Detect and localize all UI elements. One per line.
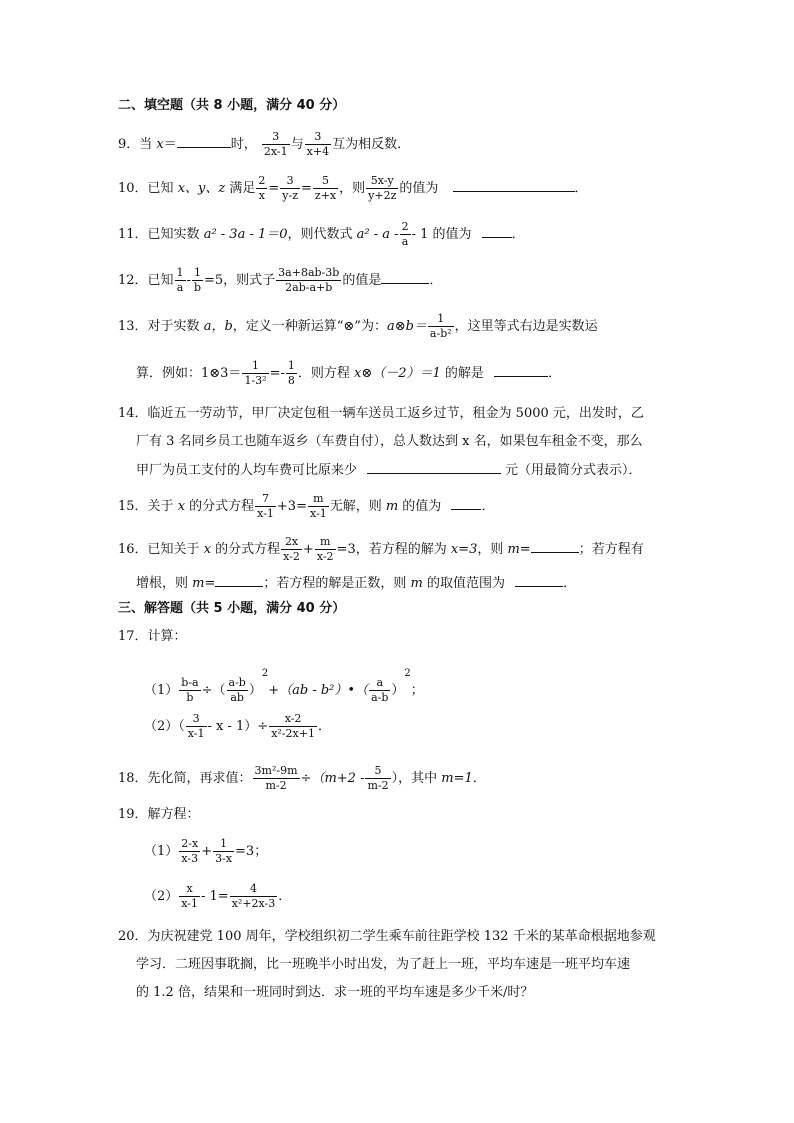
fraction: $\frac{4}{\text{x²+2x-3}}$ <box>231 882 276 910</box>
answer-blank <box>367 459 501 474</box>
fraction: $\frac{3}{y-z}$ <box>282 174 298 202</box>
answer-blank <box>177 133 231 148</box>
fraction: $\frac{1}{a}$ <box>176 266 184 294</box>
fraction: $\frac{\text{3m²-9m}}{m-2}$ <box>254 764 298 792</box>
fraction: $\frac{2}{a}$ <box>401 220 409 248</box>
question-17-part-1: （1） $\frac{b-a}{b}$ ÷（ $\frac{a-b}{ab}$ ）$^2$+（ab - b²）•（ $\frac{a}{a-b}$ ）$^2$； <box>144 668 424 704</box>
question-11: 11．已知实数 a² - 3a - 1＝0，则代数式 a² - a - $\frac{2}{a}$ - 1 的值为 ． <box>118 220 525 248</box>
fraction: $\frac{m}{x-1}$ <box>309 492 327 520</box>
answer-blank <box>453 177 575 192</box>
question-13-line-1: 13．对于实数 a，b，定义一种新运算“⊗”为：a⊗b＝ $\frac{1}{\text{a-b²}}$ ，这里等式右边是实数运 <box>118 312 598 340</box>
fraction: $\frac{1}{3-x}$ <box>215 837 233 865</box>
answer-blank <box>494 362 548 377</box>
answer-blank <box>215 572 263 587</box>
question-16-line-2: 增根，则 m= ；若方程的解是正数，则 m 的取值范围为 ． <box>136 572 576 594</box>
section-2-title: 二、填空题（共 8 小题，满分 40 分） <box>118 98 346 113</box>
fraction: $\frac{a}{a-b}$ <box>371 676 389 704</box>
section-3-title: 三、解答题（共 5 小题，满分 40 分） <box>118 601 346 616</box>
fraction: $\frac{b-a}{b}$ <box>181 676 199 704</box>
fraction: $\frac{5}{m-2}$ <box>367 764 389 792</box>
question-20-line-3: 的 1.2 倍，结果和一班同时到达．求一班的平均车速是多少千米/时？ <box>136 985 534 1000</box>
answer-blank <box>482 223 512 238</box>
question-14-line-2: 厂有 3 名同乡员工也随车返乡（车费自付），总人数达到 x 名，如果包车租金不变，那么 <box>136 434 643 449</box>
question-10: 10．已知 x、y、z 满足 $\frac{2}{x}$ = $\frac{3}{y-z}$ = $\frac{5}{z+x}$ ，则 $\frac{5x-y}{y+2z}$ 的值为 ． <box>118 174 588 202</box>
fraction: $\frac{7}{x-1}$ <box>257 492 274 520</box>
answer-blank <box>531 538 579 553</box>
fraction: $\frac{2-x}{x-3}$ <box>181 837 199 865</box>
question-9: 9．当 x＝ 时， $\frac{3}{2x-1}$ 与 $\frac{3}{x+4}$ 互为相反数． <box>118 130 411 158</box>
question-14-line-1: 14．临近五一劳动节，甲厂决定包租一辆车送员工返乡过节，租金为 5000 元，出发时，乙 <box>118 406 644 421</box>
fraction: $\frac{x-2}{\text{x²-2x+1}}$ <box>271 712 315 740</box>
fraction: $\frac{a-b}{ab}$ <box>228 676 246 704</box>
fraction: $\frac{5x-y}{y+2z}$ <box>368 174 397 202</box>
question-12: 12．已知 $\frac{1}{a}$ - $\frac{1}{b}$ =5，则式子 $\frac{3a+8ab-3b}{2ab-a+b}$ 的值是 ． <box>118 266 443 294</box>
answer-blank <box>381 269 429 284</box>
fraction: $\frac{1}{b}$ <box>193 266 201 294</box>
fraction: $\frac{1}{\text{1-3²}}$ <box>244 359 267 387</box>
answer-blank <box>451 495 481 510</box>
question-14-line-3: 甲厂为员工支付的人均车费可比原来少 元（用最简分式表示）． <box>136 459 642 481</box>
fraction: $\frac{1}{\text{a-b²}}$ <box>429 312 452 340</box>
question-16-line-1: 16．已知关于 x 的分式方程 $\frac{2x}{x-2}$ + $\frac{m}{x-2}$ =3，若方程的解为 x=3，则 m= ；若方程有 <box>118 535 644 563</box>
question-19-part-2: （2） $\frac{x}{x-1}$ - 1= $\frac{4}{\text{x²+2x-3}}$ ． <box>144 882 292 910</box>
fraction: $\frac{5}{z+x}$ <box>314 174 337 202</box>
question-20-line-1: 20．为庆祝建党 100 周年，学校组织初二学生乘车前往距学校 132 千米的某革命根据地参观 <box>118 929 656 944</box>
fraction: $\frac{x}{x-1}$ <box>181 882 199 910</box>
question-13-line-2: 算．例如：1⊗3＝ $\frac{1}{\text{1-3²}}$ =- $\frac{1}{8}$ ．则方程 x⊗（－2）＝1 的解是 ． <box>136 359 562 387</box>
fraction: $\frac{3}{x-1}$ <box>187 712 205 740</box>
fraction: $\frac{3}{x+4}$ <box>306 130 330 158</box>
question-15: 15．关于 x 的分式方程 $\frac{7}{x-1}$ +3= $\frac{m}{x-1}$ 无解，则 m 的值为 ． <box>118 492 495 520</box>
question-20-line-2: 学习．二班因事耽搁，比一班晚半小时出发，为了赶上一班，平均车速是一班平均车速 <box>136 957 631 972</box>
answer-blank <box>515 572 563 587</box>
fraction: $\frac{3}{2x-1}$ <box>263 130 288 158</box>
question-17-part-2: （2）（ $\frac{3}{x-1}$ - x - 1）÷ $\frac{x-2}{\text{x²-2x+1}}$ ． <box>144 712 331 740</box>
question-19-part-1: （1） $\frac{2-x}{x-3}$ + $\frac{1}{3-x}$ =3； <box>144 837 268 865</box>
question-19-title: 19．解方程： <box>118 807 200 822</box>
question-17-title: 17．计算： <box>118 629 187 644</box>
fraction: $\frac{2x}{x-2}$ <box>283 535 300 563</box>
fraction: $\frac{2}{x}$ <box>258 174 266 202</box>
fraction: $\frac{3a+8ab-3b}{2ab-a+b}$ <box>278 266 340 294</box>
question-18: 18．先化简，再求值： $\frac{\text{3m²-9m}}{m-2}$ ÷（m+2 - $\frac{5}{m-2}$ ），其中 m=1． <box>118 764 486 792</box>
fraction: $\frac{m}{x-2}$ <box>316 535 334 563</box>
fraction: $\frac{1}{8}$ <box>287 359 295 387</box>
